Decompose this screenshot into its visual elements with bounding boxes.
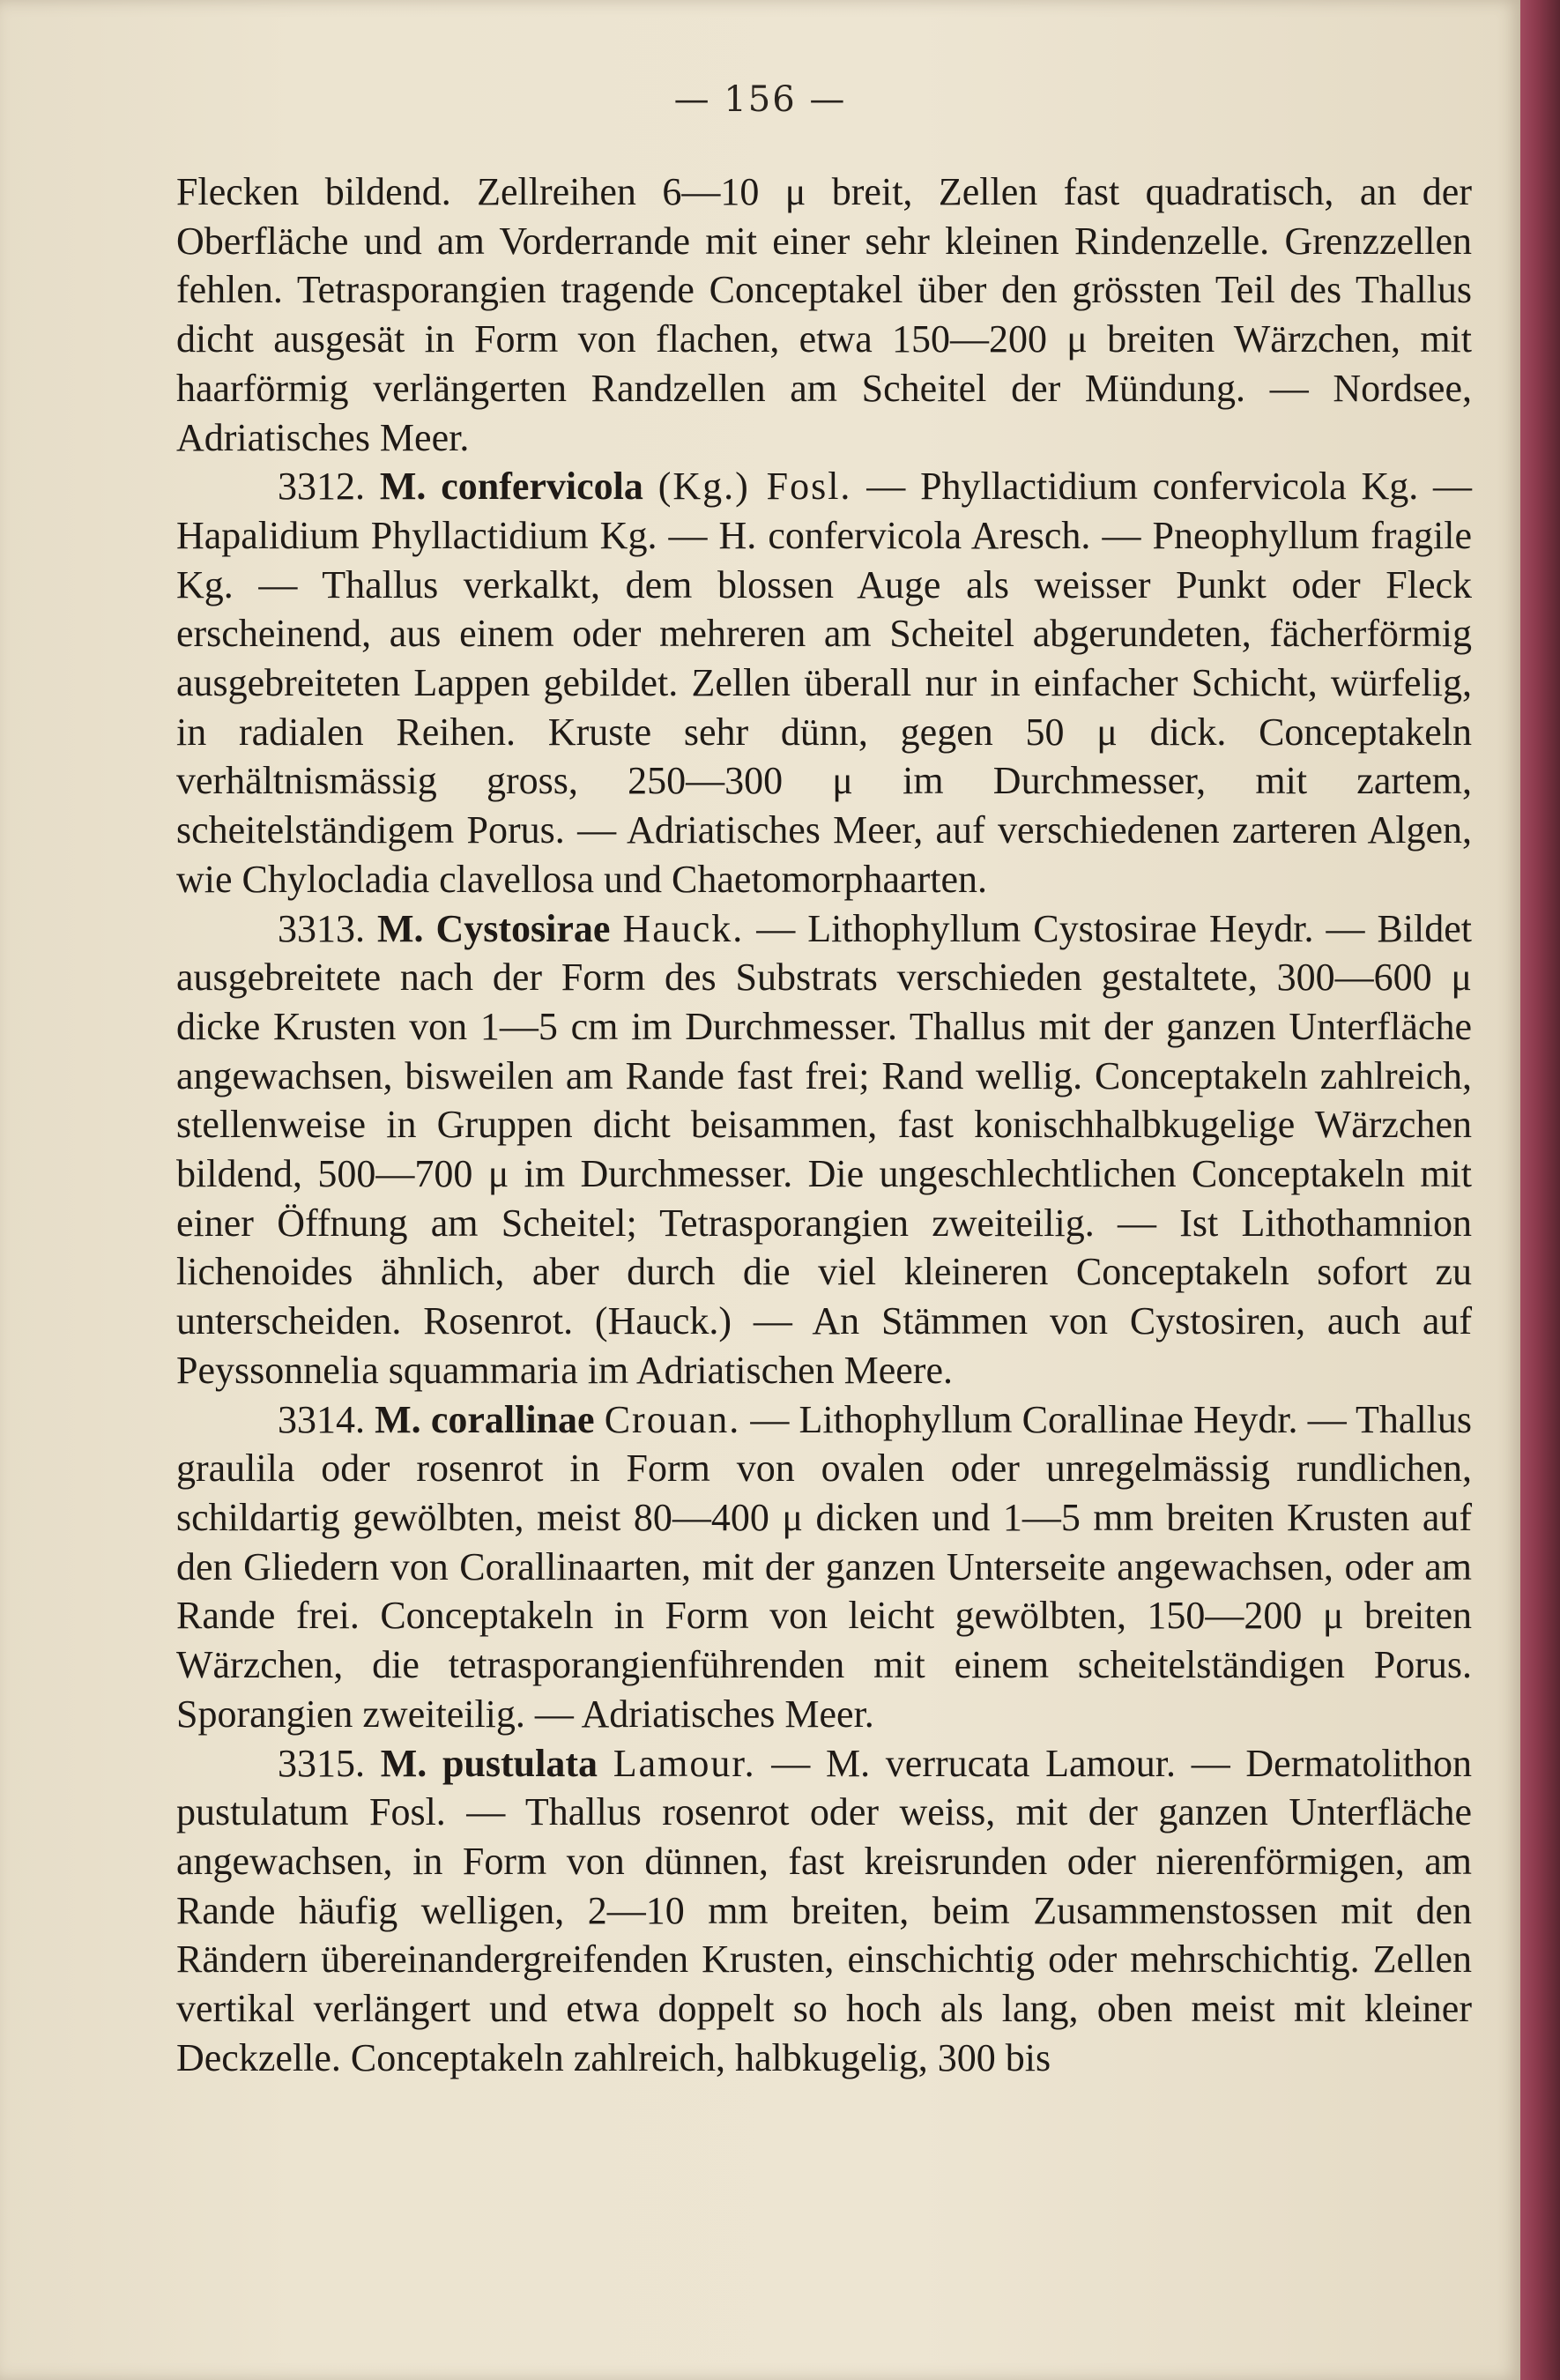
species-name: pustulata (442, 1741, 598, 1785)
species-name: confervicola (441, 465, 643, 509)
species-name: corallinae (430, 1397, 595, 1441)
paragraph-continuation (176, 167, 1472, 462)
author-citation: Lamour. (613, 1741, 756, 1785)
entry-3315 (176, 1739, 1472, 2083)
author-citation: (Kg.) Fosl. (657, 465, 852, 509)
entry-number: 3314. (278, 1397, 365, 1441)
genus-abbrev: M. (375, 1397, 421, 1441)
body-text (176, 167, 1472, 2082)
page-number: — 156 — (673, 79, 847, 120)
author-citation: Hauck. (622, 906, 745, 950)
entry-3313 (176, 904, 1472, 1395)
genus-abbrev: M. (380, 1741, 427, 1785)
entry-3312 (176, 462, 1472, 904)
entry-number: 3312. (278, 465, 365, 509)
genus-abbrev: M. (379, 465, 427, 509)
entry-description: — Lithophyllum Corallinae Heydr. — Thallus graulila oder rosenrot in Form von ovalen oder unregelmässig rundlichen, schildartig gewölbten, meist 80—400 μ dicken und 1—5 mm breiten Krusten auf den Gliedern von Corallinaarten, mit der ganzen Unterseite angewachsen, oder am Rande frei. Conceptakeln in Form von leicht gewölbten, 150—200 μ breiten Wärzchen, die tetrasporangienführenden mit einem scheitelständigen Porus. Sporangien zweiteilig. — Adriatisches Meer. (176, 1397, 1473, 1736)
entry-description: — Phyllactidium confervicola Kg. — Hapalidium Phyllactidium Kg. — H. confervicola Aresch. — Pneophyllum fragile Kg. — Thallus verkalkt, dem blossen Auge als weisser Punkt oder Fleck erscheinend, aus einem oder mehreren am Scheitel abgerundeten, fächerförmig ausgebreiteten Lappen gebildet. Zellen überall nur in einfacher Schicht, würfelig, in radialen Reihen. Kruste sehr dünn, gegen 50 μ dick. Conceptakeln verhältnismässig gross, 250—300 μ im Durchmesser, mit zartem, scheitelständigem Porus. — Adriatisches Meer, auf verschiedenen zarteren Algen, wie Chylocladia clavellosa und Chaetomorphaarten. (176, 465, 1473, 901)
entry-description: — M. verrucata Lamour. — Dermatolithon pustulatum Fosl. — Thallus rosenrot oder weiss, mit der ganzen Unterfläche angewachsen, in Form von dünnen, fast kreisrunden oder nierenförmigen, am Rande häufig welligen, 2—10 mm breiten, beim Zusammenstossen mit den Rändern übereinandergreifenden Krusten, einschichtig oder mehrschichtig. Zellen vertikal verlängert und etwa doppelt so hoch als lang, oben meist mit kleiner Deckzelle. Conceptakeln zahlreich, halbkugelig, 300 bis (176, 1741, 1473, 2079)
entry-description: — Lithophyllum Cystosirae Heydr. — Bildet ausgebreitete nach der Form des Substrats verschieden gestaltete, 300—600 μ dicke Krusten von 1—5 cm im Durchmesser. Thallus mit der ganzen Unterfläche angewachsen, bisweilen am Rande fast frei; Rand wellig. Conceptakeln zahlreich, stellenweise in Gruppen dicht beisammen, fast konischhalbkugelige Wärzchen bildend, 500—700 μ im Durchmesser. Die ungeschlechtlichen Conceptakeln mit einer Öffnung am Scheitel; Tetrasporangien zweiteilig. — Ist Lithothamnion lichenoides ähnlich, aber durch die viel kleineren Conceptakeln sofort zu unterscheiden. Rosenrot. (Hauck.) — An Stämmen von Cystosiren, auch auf Peyssonnelia squammaria im Adriatischen Meere. (176, 906, 1473, 1392)
entry-number: 3313. (278, 906, 365, 950)
genus-abbrev: M. (376, 906, 424, 950)
entry-number: 3315. (278, 1741, 365, 1785)
species-name: Cystosirae (435, 906, 611, 950)
author-citation: Crouan. (604, 1397, 741, 1441)
paragraph-text: Flecken bildend. Zellreihen 6—10 μ breit, Zellen fast quadratisch, an der Oberfläche und am Vorderrande mit einer sehr kleinen Rindenzelle. Grenzzellen fehlen. Tetrasporangien tragende Conceptakel über den grössten Teil des Thallus dicht ausgesät in Form von flachen, etwa 150—200 μ breiten Wärzchen, mit haarförmig verlängerten Randzellen am Scheitel der Mündung. — Nordsee, Adriatisches Meer. (176, 170, 1472, 459)
entry-3314 (176, 1395, 1472, 1739)
book-page-edge (1520, 0, 1560, 2380)
